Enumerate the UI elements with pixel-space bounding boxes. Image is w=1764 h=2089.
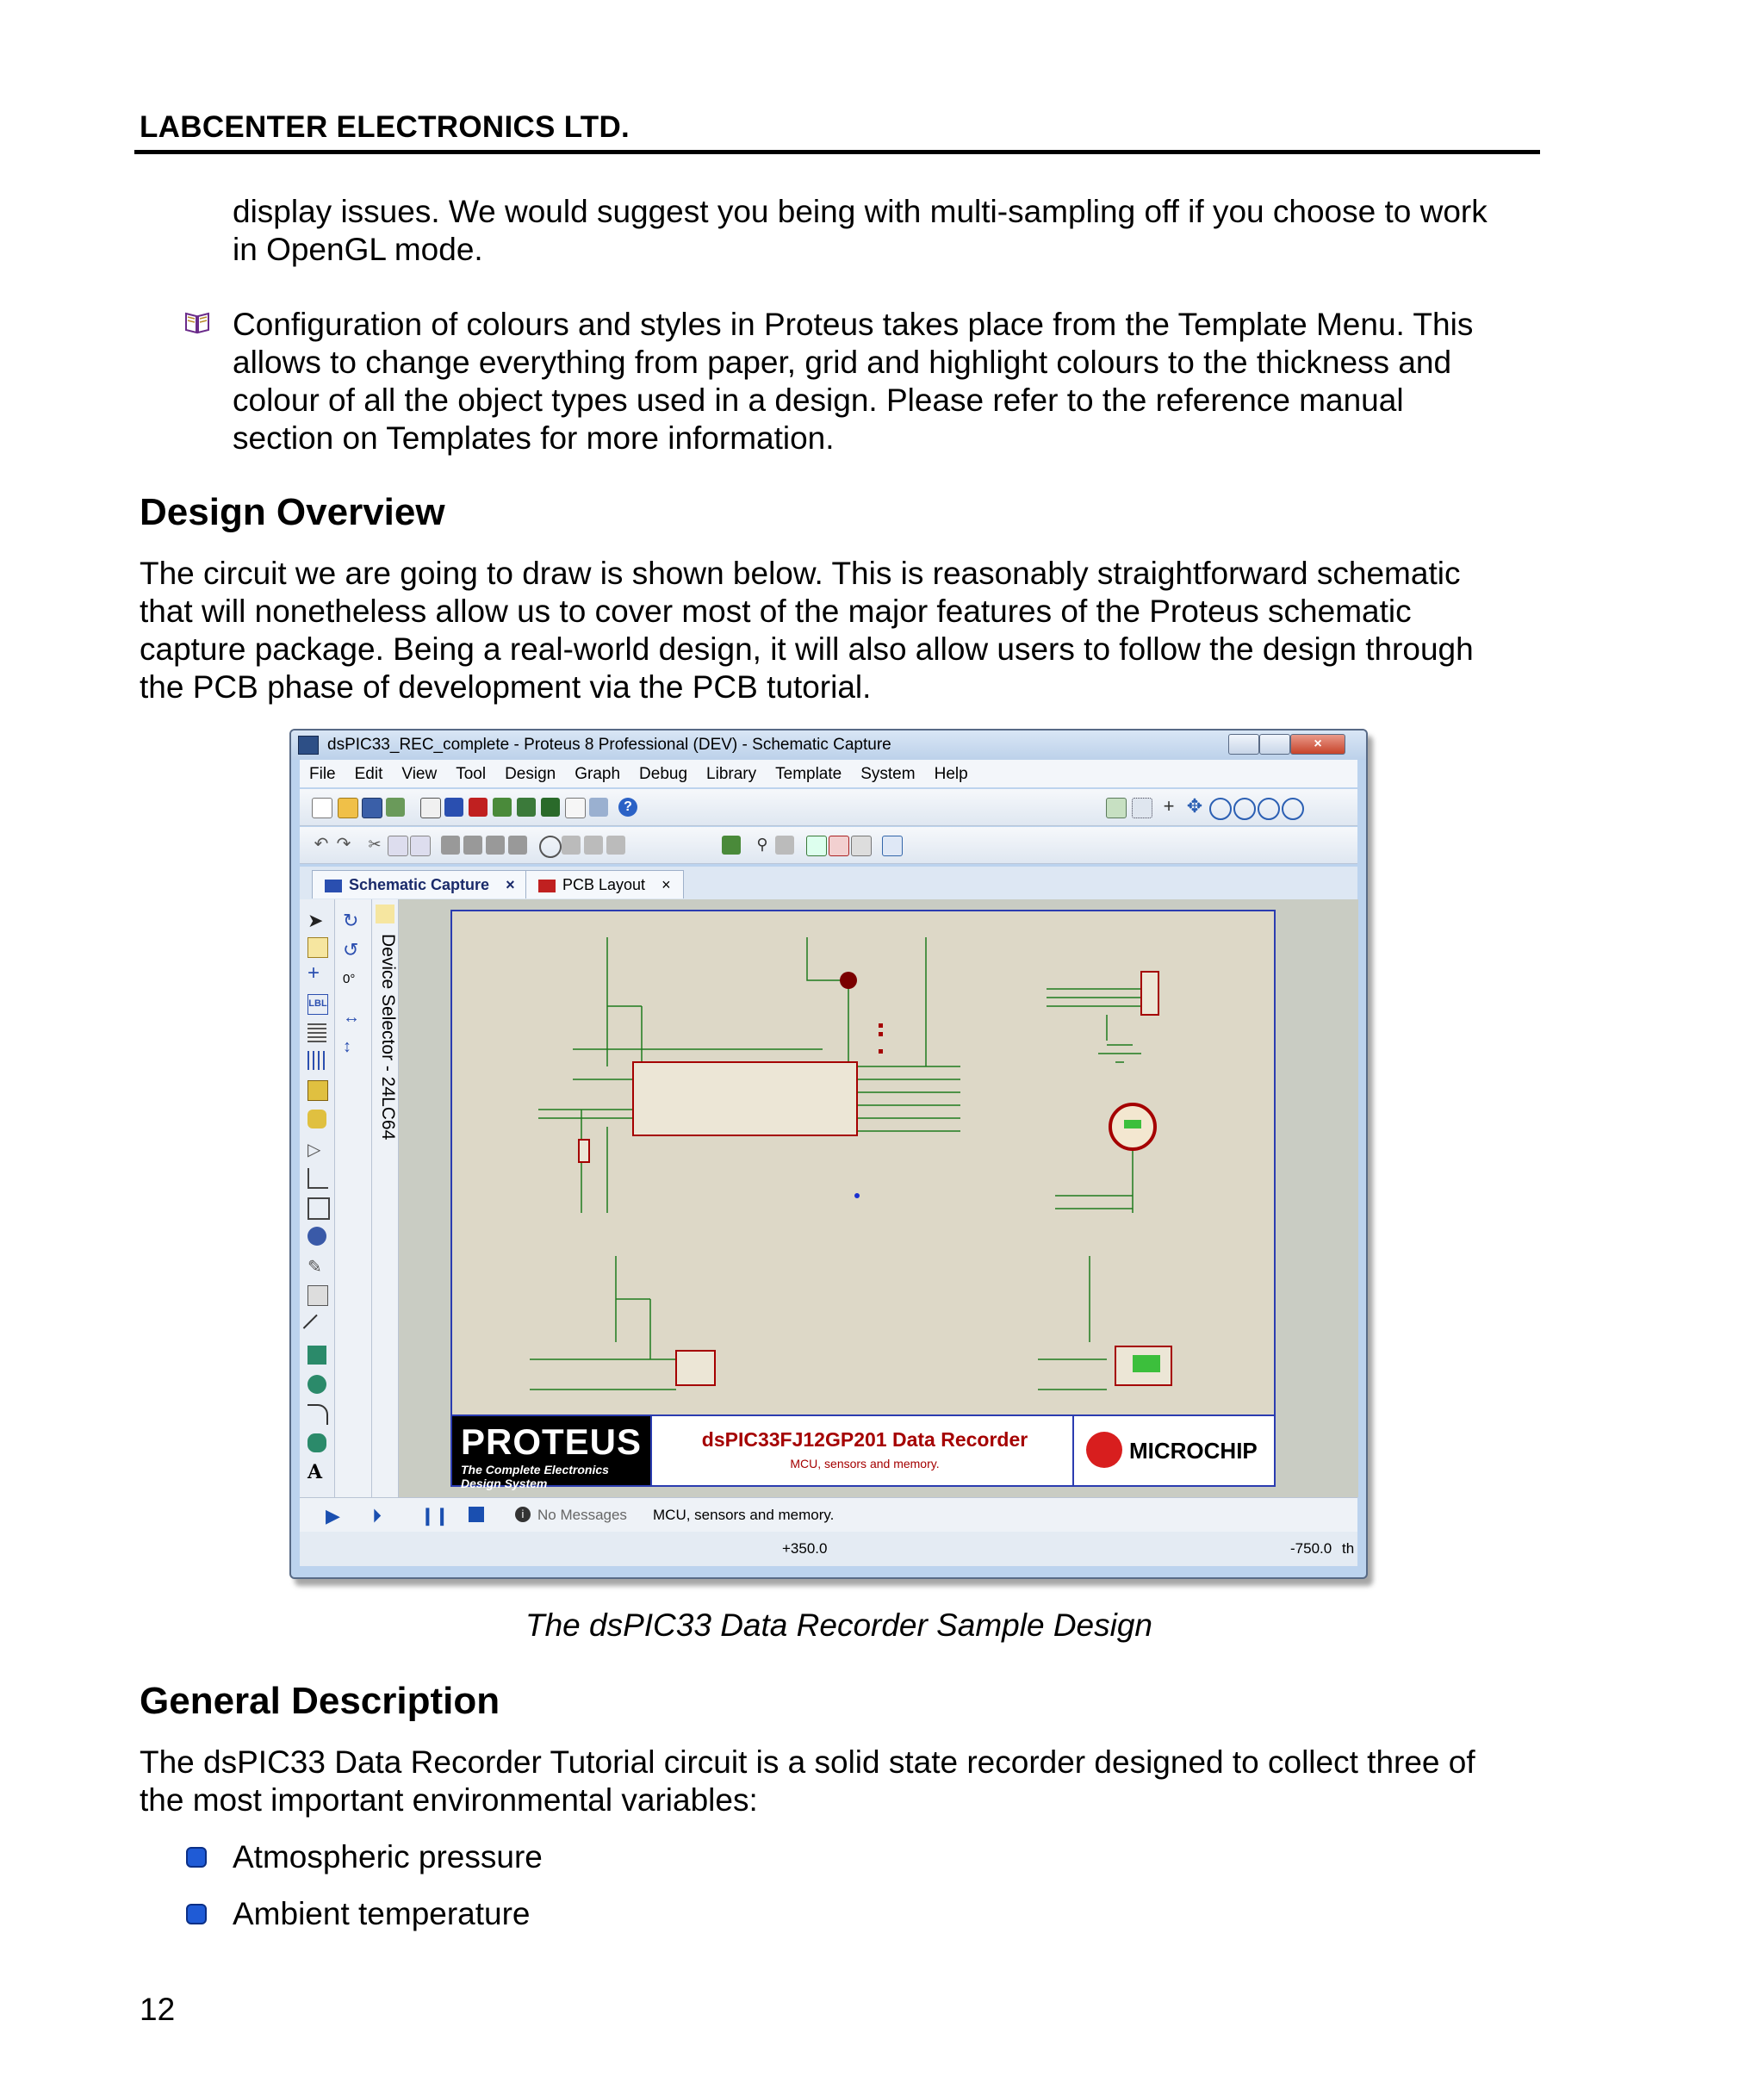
- path-icon[interactable]: [307, 1433, 326, 1452]
- close-icon[interactable]: ×: [1290, 734, 1345, 755]
- x-coordinate: +350.0: [782, 1540, 828, 1557]
- description-line: The dsPIC33 Data Recorder Tutorial circuit is a solid state recorder designed to collect three of: [140, 1744, 1475, 1780]
- virtual-instrument-icon[interactable]: [307, 1285, 328, 1306]
- block-copy-icon[interactable]: [441, 836, 460, 855]
- stop-icon[interactable]: [469, 1507, 484, 1522]
- list-item: Ambient temperature: [233, 1896, 531, 1931]
- subcircuit-icon[interactable]: [307, 1080, 328, 1101]
- simulation-status-bar: [300, 1497, 1357, 1533]
- line-icon[interactable]: [303, 1315, 332, 1343]
- overview-line: The circuit we are going to draw is shown below. This is reasonably straightforward schematic: [140, 556, 1461, 591]
- bom-icon[interactable]: [541, 798, 560, 817]
- ares-icon[interactable]: [469, 798, 488, 817]
- mirror-y-icon[interactable]: ↕: [343, 1037, 351, 1056]
- search-icon[interactable]: ⚲: [756, 836, 768, 853]
- zoom-out-icon[interactable]: [1233, 798, 1256, 820]
- box-icon[interactable]: [307, 1346, 326, 1365]
- menu-graph[interactable]: Graph: [575, 765, 621, 783]
- junction-dot-icon[interactable]: +: [307, 961, 320, 985]
- menu-help[interactable]: Help: [934, 765, 968, 783]
- window-titlebar: [291, 731, 1366, 760]
- origin-icon[interactable]: +: [1163, 795, 1175, 817]
- microchip-logo: MICROCHIP: [1072, 1416, 1274, 1485]
- mode-toolbar: [300, 899, 335, 1497]
- schematic-sheet: [450, 910, 1276, 1490]
- schematic-canvas[interactable]: [399, 899, 1358, 1497]
- intro-line: in OpenGL mode.: [233, 232, 483, 267]
- remove-sheet-icon[interactable]: [829, 836, 849, 856]
- menu-debug[interactable]: Debug: [639, 765, 688, 783]
- new-sheet-icon[interactable]: [806, 836, 827, 856]
- unit-indicator[interactable]: th: [1342, 1540, 1355, 1557]
- page-number: 12: [140, 1992, 176, 2027]
- rotate-clockwise-icon[interactable]: ↻: [343, 910, 359, 931]
- design-overview-heading: Design Overview: [140, 491, 445, 533]
- general-description-heading: General Description: [140, 1680, 500, 1722]
- menu-file[interactable]: File: [309, 765, 336, 783]
- cut-icon[interactable]: ✂: [368, 836, 382, 853]
- rotation-toolbar: [335, 899, 372, 1497]
- terminals-icon[interactable]: [307, 1110, 326, 1128]
- grid-icon[interactable]: [1132, 798, 1152, 818]
- component-icon[interactable]: [517, 798, 536, 817]
- text-script-icon[interactable]: [307, 1023, 326, 1042]
- wire-autorouter-icon[interactable]: [722, 836, 741, 855]
- bullet-icon: [186, 1847, 207, 1868]
- tab-close-icon[interactable]: ×: [662, 876, 671, 893]
- home-icon[interactable]: [420, 798, 441, 818]
- copy-icon[interactable]: [388, 836, 408, 856]
- design-title: dsPIC33FJ12GP201 Data Recorder MCU, sensors and memory.: [650, 1416, 1078, 1485]
- list-item: Atmospheric pressure: [233, 1839, 543, 1875]
- note-line: allows to change everything from paper, grid and highlight colours to the thickness and: [233, 345, 1452, 380]
- minimize-icon[interactable]: [1228, 734, 1259, 755]
- exit-to-parent-icon[interactable]: [851, 836, 872, 856]
- menu-system[interactable]: System: [860, 765, 916, 783]
- package-icon[interactable]: [584, 836, 603, 855]
- zoom-all-icon[interactable]: [1258, 798, 1280, 820]
- tape-recorder-icon[interactable]: [307, 1197, 330, 1220]
- undo-icon[interactable]: ↶: [314, 835, 329, 854]
- text-icon[interactable]: A: [307, 1461, 323, 1483]
- arc-icon[interactable]: [307, 1404, 328, 1425]
- selection-mode-icon[interactable]: ➤: [307, 910, 324, 931]
- description-line: the most important environmental variables:: [140, 1782, 758, 1818]
- component-mode-icon[interactable]: [307, 937, 328, 958]
- proteus-window-screenshot: [289, 729, 1368, 1579]
- isis-icon: [325, 880, 342, 892]
- company-header: LABCENTER ELECTRONICS LTD.: [140, 110, 630, 144]
- pause-icon[interactable]: ❙❙: [420, 1507, 450, 1526]
- redo-icon[interactable]: ↷: [336, 835, 351, 854]
- menu-bar: [300, 760, 1357, 787]
- help-icon[interactable]: ?: [618, 798, 637, 817]
- voltage-probe-icon[interactable]: ✎: [307, 1258, 322, 1277]
- tab-close-icon[interactable]: ×: [506, 876, 515, 893]
- note-line: colour of all the object types used in a design. Please refer to the reference manual: [233, 382, 1404, 418]
- zoom-in-icon[interactable]: [1209, 798, 1232, 820]
- new-file-icon[interactable]: [312, 798, 332, 818]
- buses-icon[interactable]: [307, 1051, 326, 1070]
- device-pins-icon[interactable]: ▷: [307, 1141, 321, 1160]
- decompose-icon[interactable]: [606, 836, 625, 855]
- rotation-angle[interactable]: 0°: [343, 972, 356, 986]
- rotate-anticlockwise-icon[interactable]: ↺: [343, 939, 359, 961]
- menu-tool[interactable]: Tool: [456, 765, 487, 783]
- tab-pcb-layout[interactable]: PCB Layout ×: [525, 870, 684, 898]
- y-coordinate: -750.0: [1290, 1540, 1332, 1557]
- sound-icon[interactable]: [493, 798, 512, 817]
- menu-design[interactable]: Design: [505, 765, 556, 783]
- step-icon[interactable]: ⏵: [372, 1505, 382, 1526]
- intro-line: display issues. We would suggest you being with multi-sampling off if you choose to work: [233, 194, 1488, 229]
- generator-icon[interactable]: [307, 1227, 326, 1246]
- microchip-logo-icon: [1086, 1432, 1122, 1468]
- electrical-rules-icon[interactable]: [882, 836, 903, 856]
- play-icon[interactable]: ▶: [326, 1505, 340, 1526]
- graph-icon[interactable]: [307, 1168, 328, 1189]
- coordinate-bar: [300, 1532, 1357, 1566]
- device-selector-label: Device Selector - 24LC64: [378, 934, 398, 1141]
- tab-schematic-capture[interactable]: Schematic Capture ×: [312, 870, 528, 898]
- import-icon[interactable]: [386, 798, 405, 817]
- maximize-icon[interactable]: [1259, 734, 1290, 755]
- document-tabs: [300, 867, 1357, 899]
- overview-line: that will nonetheless allow us to cover most of the major features of the Proteus schematic: [140, 594, 1412, 629]
- block-move-icon[interactable]: [463, 836, 482, 855]
- note-line: Configuration of colours and styles in Proteus takes place from the Template Menu. This: [233, 307, 1474, 342]
- pin-panel-icon[interactable]: [376, 905, 394, 923]
- menu-edit[interactable]: Edit: [354, 765, 383, 783]
- block-rotate-icon[interactable]: [486, 836, 505, 855]
- device-selector-panel: [372, 899, 399, 1497]
- figure-caption: The dsPIC33 Data Recorder Sample Design: [525, 1607, 1153, 1643]
- paste-icon[interactable]: [410, 836, 431, 856]
- menu-view[interactable]: View: [401, 765, 438, 783]
- overview-line: capture package. Being a real-world design, it will also allow users to follow the design through: [140, 631, 1474, 667]
- gerber-icon[interactable]: [589, 798, 608, 817]
- ares-icon: [538, 880, 556, 892]
- window-title: dsPIC33_REC_complete - Proteus 8 Professional (DEV) - Schematic Capture: [327, 736, 891, 754]
- save-icon[interactable]: [362, 798, 382, 818]
- note-line: section on Templates for more information.: [233, 420, 835, 456]
- pan-icon[interactable]: ✥: [1186, 795, 1203, 817]
- bullet-icon: [186, 1904, 207, 1924]
- property-tool-icon[interactable]: [775, 836, 794, 855]
- menu-library[interactable]: Library: [706, 765, 757, 783]
- app-icon: [298, 736, 319, 755]
- zoom-area-icon[interactable]: [1282, 798, 1304, 820]
- refresh-icon[interactable]: [1106, 798, 1127, 818]
- wire-label-icon[interactable]: LBL: [307, 994, 328, 1015]
- overview-line: the PCB phase of development via the PCB tutorial.: [140, 669, 872, 705]
- current-sheet-status: MCU, sensors and memory.: [653, 1507, 835, 1523]
- open-folder-icon[interactable]: [338, 798, 358, 818]
- toolbar-edit: [300, 827, 1357, 864]
- title-block: [452, 1414, 1274, 1490]
- book-icon: [184, 310, 210, 334]
- info-icon: i: [515, 1507, 531, 1522]
- pick-icon[interactable]: [539, 836, 562, 858]
- mirror-x-icon[interactable]: ↔: [343, 1008, 360, 1027]
- menu-template[interactable]: Template: [775, 765, 842, 783]
- header-rule: [134, 150, 1540, 154]
- circle-icon[interactable]: [307, 1375, 326, 1394]
- proteus-logo: PROTEUS The Complete Electronics Design System: [452, 1416, 650, 1485]
- make-device-icon[interactable]: [562, 836, 581, 855]
- messages-status[interactable]: No Messages: [537, 1507, 627, 1523]
- isis-icon[interactable]: [444, 798, 463, 817]
- schematic-drawing: [452, 911, 1274, 1416]
- toolbar-file: [300, 789, 1357, 826]
- document-icon[interactable]: [565, 798, 586, 818]
- block-delete-icon[interactable]: [508, 836, 527, 855]
